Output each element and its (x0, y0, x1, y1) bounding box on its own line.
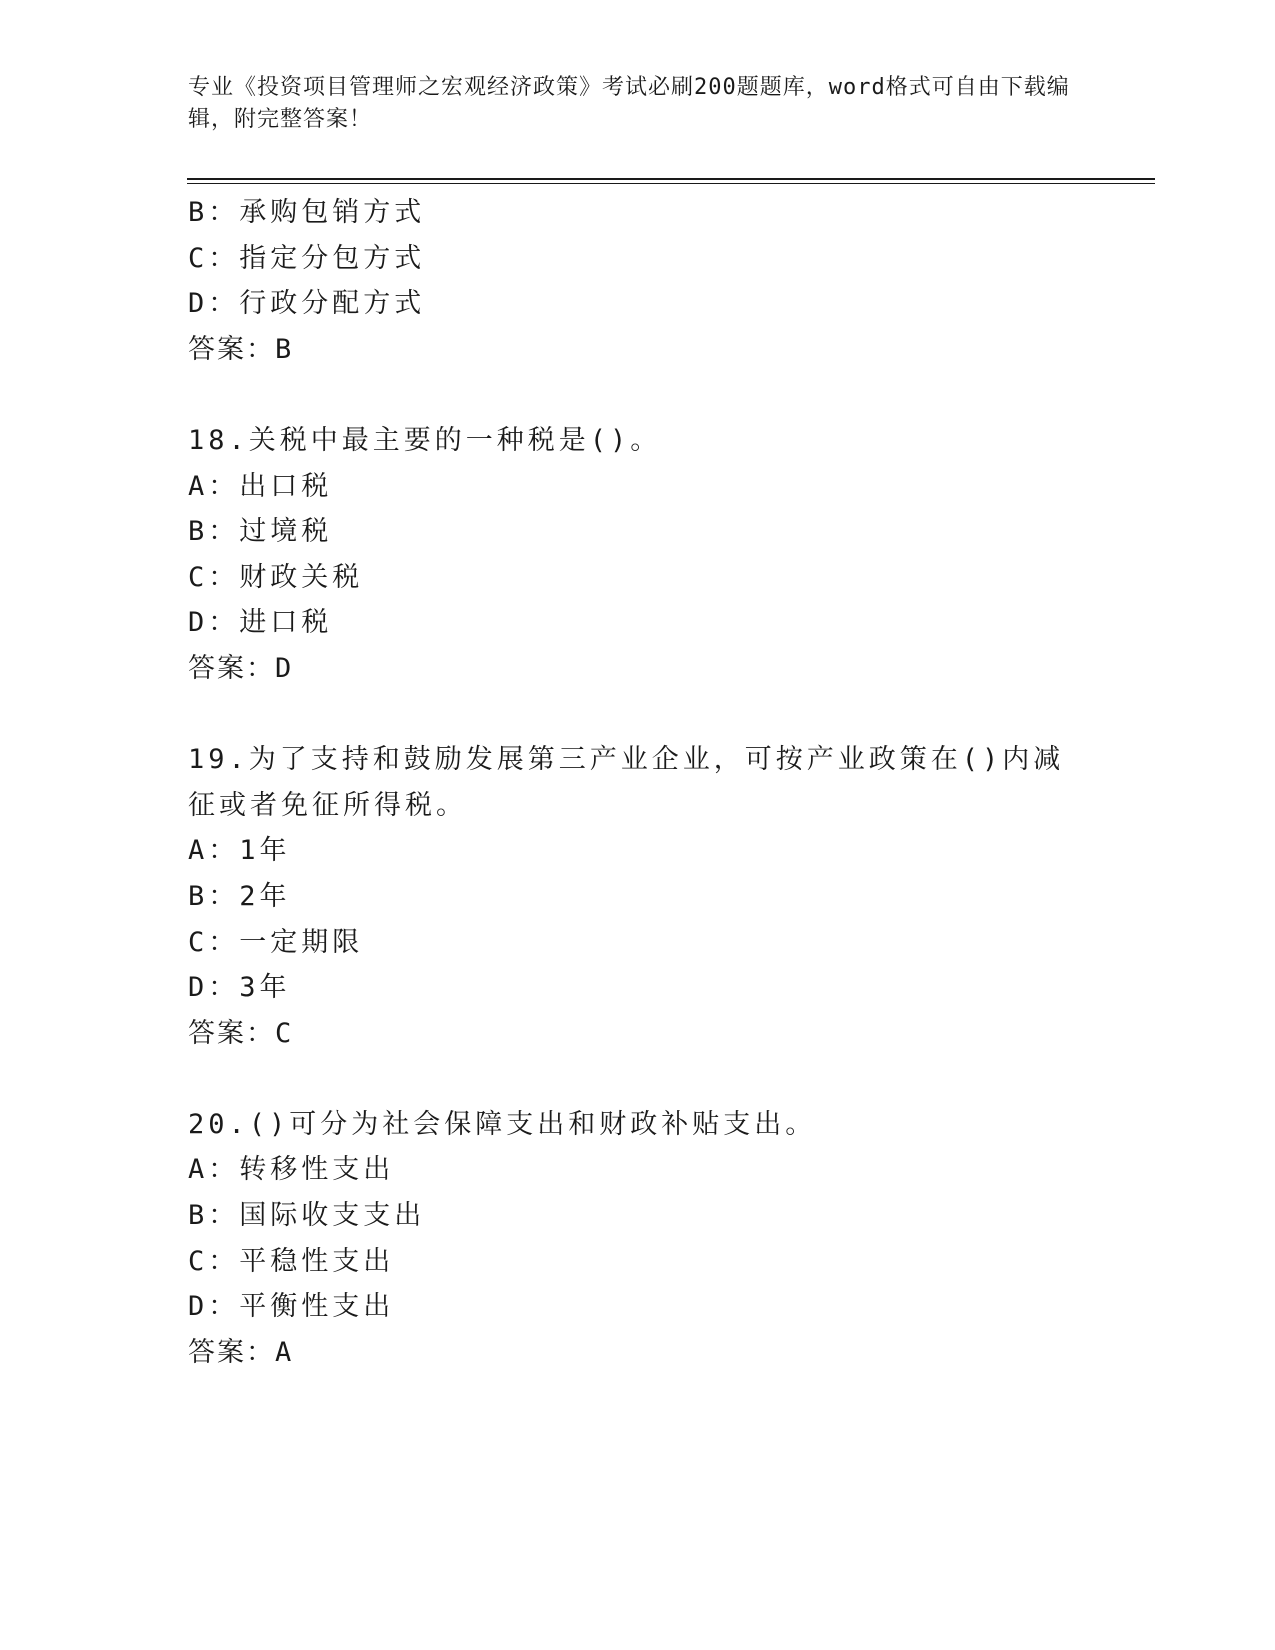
question-20 (188, 1102, 1088, 1376)
option-c: C：财政关税 (188, 561, 364, 593)
option-c: C：一定期限 (188, 926, 364, 958)
header-divider-thick (187, 178, 1155, 180)
option-d: D：进口税 (188, 607, 333, 639)
question-19 (188, 737, 1088, 1056)
question-stem: 18.关税中最主要的一种税是()。 (188, 424, 662, 456)
answer-line: 答案：A (188, 1336, 294, 1368)
option-d: D：平衡性支出 (188, 1291, 395, 1323)
option-b: B：2年 (188, 880, 291, 912)
option-a: A：转移性支出 (188, 1154, 395, 1186)
spacer (188, 372, 1088, 418)
option-c: C：平稳性支出 (188, 1245, 395, 1277)
answer-line: 答案：B (188, 333, 294, 365)
question-17-continued (188, 190, 1088, 372)
answer-line: 答案：C (188, 1017, 294, 1049)
option-b: B：国际收支支出 (188, 1200, 426, 1232)
option-d: D：3年 (188, 972, 291, 1004)
question-stem: 20.()可分为社会保障支出和财政补贴支出。 (188, 1108, 817, 1140)
spacer (188, 692, 1088, 738)
option-d: D：行政分配方式 (188, 288, 426, 320)
option-a: A：出口税 (188, 470, 333, 502)
question-list (188, 190, 1088, 1375)
option-c: C：指定分包方式 (188, 242, 426, 274)
option-b: B：过境税 (188, 516, 333, 548)
option-b: B：承购包销方式 (188, 197, 426, 228)
question-stem: 19.为了支持和鼓励发展第三产业企业，可按产业政策在()内减征或者免征所得税。 (188, 744, 1065, 821)
question-18 (188, 418, 1088, 692)
answer-line: 答案：D (188, 652, 294, 684)
spacer (188, 1056, 1088, 1102)
header-divider-thin (187, 183, 1155, 184)
document-header: 专业《投资项目管理师之宏观经济政策》考试必刷200题题库，word格式可自由下载编辑，附完整答案！ (188, 75, 1070, 132)
option-a: A：1年 (188, 835, 291, 867)
